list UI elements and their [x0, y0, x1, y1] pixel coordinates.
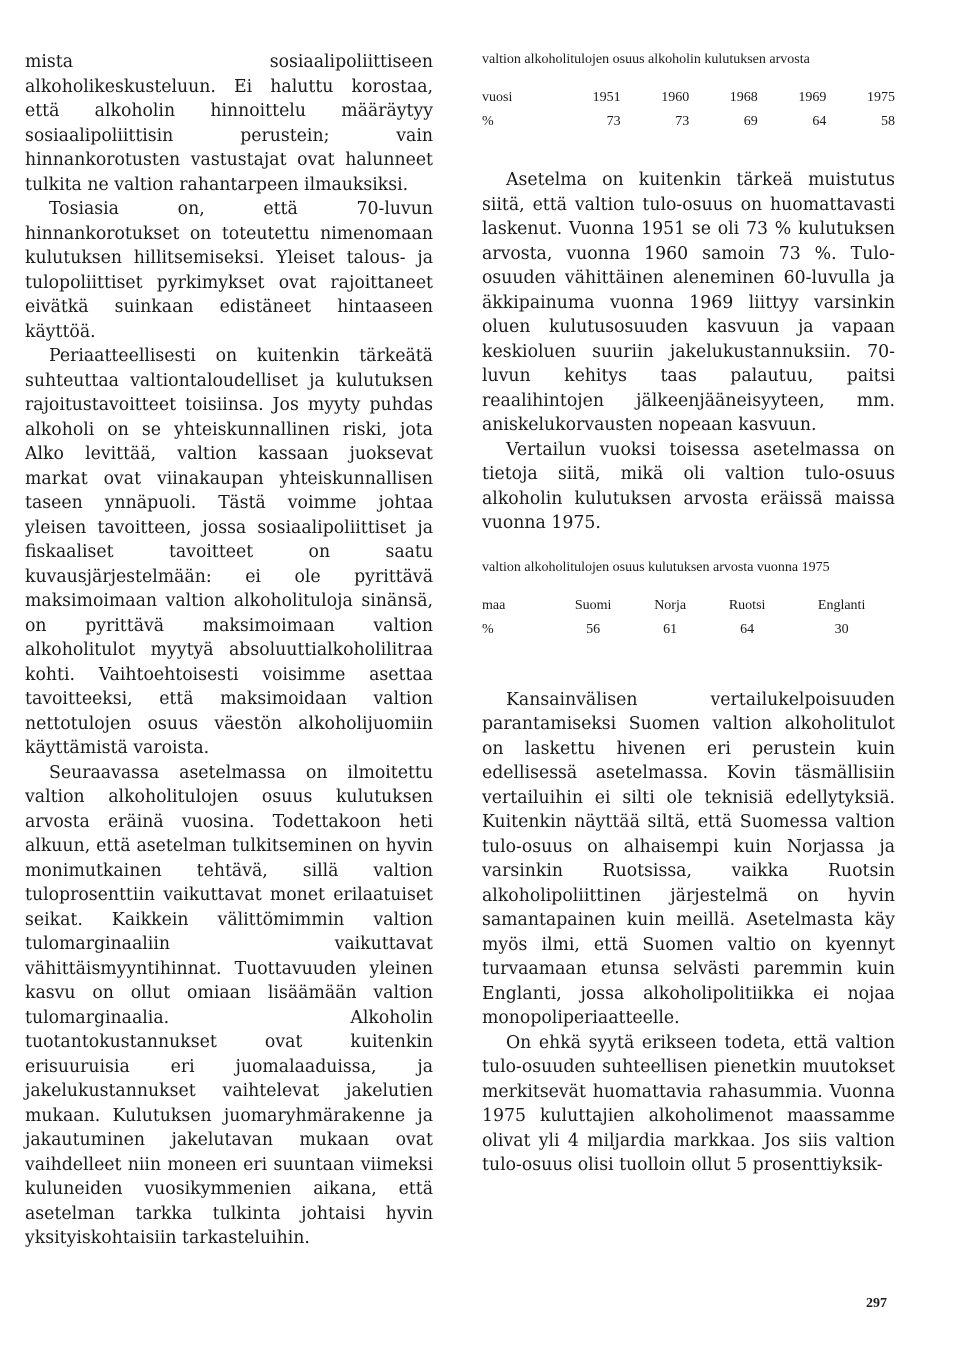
page-number: 297 [866, 1296, 887, 1311]
paragraph: Vertailun vuoksi toisessa asetelmassa on tietoja siitä, mikä oli valtion tulo-osuus alkoholin kulutuksen arvosta eräissä maissa vuonna 1975. [482, 439, 895, 533]
paragraph: mista sosiaalipoliittiseen alkoholikeskusteluun. Ei haluttu korostaa, että alkoholin hinnoittelu määräytyy sosiaalipoliittisin perustein; vain hinnankorotusten vastustajat ovat halunneet tulkita ne valtion rahantarpeen ilmauksiksi. [25, 52, 433, 195]
table-revenue-share-by-year [482, 50, 895, 134]
table-row [482, 618, 895, 642]
paragraph: On ehkä syytä erikseen todeta, että valtion tulo-osuuden suhteellisen pienetkin muutokset merkitsevät huomattavia rahasummia. Vuonna 1975 kuluttajien alkoholimenot maassamme olivat yli 4 miljardia markkaa. Jos siis valtion tulo-osuus olisi tuolloin ollut 5 prosenttiyksik- [482, 1032, 895, 1175]
left-column [25, 50, 433, 1251]
table-cell: 30 [834, 621, 849, 637]
table-cell: 69 [743, 114, 758, 129]
table-cell: Norja [654, 597, 687, 613]
right-column [482, 50, 895, 1178]
row-label: % [482, 621, 494, 637]
table-row [482, 86, 895, 110]
row-label: % [482, 114, 494, 129]
paragraph: Asetelma on kuitenkin tärkeä muistutus siitä, että valtion tulo-osuus on huomattavasti laskenut. Vuonna 1951 se oli 73 % kulutuksen arvosta, vuonna 1960 samoin 73 %. Tulo-osuuden vähittäinen aleneminen 60-luvulla ja äkkipainuma vuonna 1969 liittyy varsinkin oluen kulutusosuuden kasvuun ja vapaan keskioluen suuriin jakelukustannuksiin. 70-luvun kehitys taas palautuu, paitsi reaalihintojen jälkeenjääneisyyteen, mm. aniskelukorvausten nopeaan kasvuun. [482, 170, 895, 435]
paragraph: Periaatteellisesti on kuitenkin tärkeätä suhteuttaa valtiontaloudelliset ja kulutuksen rajoitustavoitteet toisiinsa. Jos myyty puhdas alkoholi on se yhteiskunnallinen riski, jota Alko levittää, valtion kassaan juoksevat markat ovat viinakaupan yhteiskunnallisen taseen ynnäpuoli. Tästä voimme johtaa yleisen tavoitteen, jossa sosiaalipoliittiset ja fiskaaliset tavoitteet on saatu kuvausjärjestelmään: ei ole pyrittävä maksimoimaan valtion alkoholituloja sinänsä, on pyrittävä maksimoimaan valtion alkoholitulot myytyä absoluuttialkoholilitraa kohti. Vaihtoehtoisesti voisimme asettaa tavoitteeksi, että maksimoidaan valtion nettotulojen osuus väestön alkoholijuomiin käyttämistä varoista. [25, 346, 433, 758]
table-revenue-share-by-country [482, 558, 895, 642]
table-cell: 73 [606, 114, 621, 129]
table-cell: 61 [663, 621, 678, 637]
table-row [482, 110, 895, 134]
row-label: maa [482, 597, 506, 613]
table-caption: valtion alkoholitulojen osuus kulutuksen arvosta vuonna 1975 [482, 559, 830, 575]
table-row [482, 594, 895, 618]
paragraph: Kansainvälisen vertailukelpoisuuden parantamiseksi Suomen valtion alkoholitulot on laskettu hivenen eri perustein kuin edellisessä asetelmassa. Kovin täsmällisiin vertailuihin ei silti ole teknisiä edellytyksiä. Kuitenkin näyttää siltä, että Suomessa valtion tulo-osuus on alhaisempi kuin Norjassa ja varsinkin Ruotsissa, vaikka Ruotsin alkoholipoliittinen järjestelmä on hyvin samantapainen kuin meillä. Asetelmasta käy myös ilmi, että Suomen valtio on kyennyt turvaamaan etunsa selvästi paremmin kuin Englanti, jossa alkoholipolitiikka ei nojaa monopoliperiaatteelle. [482, 689, 895, 1028]
row-label: vuosi [482, 90, 513, 105]
table-cell: 73 [675, 114, 690, 129]
table-cell: 64 [812, 114, 827, 129]
table-cell: 56 [586, 621, 601, 637]
table-cell: 1968 [729, 90, 758, 105]
data-table [482, 86, 895, 134]
table-cell: 58 [881, 114, 895, 129]
table-caption: valtion alkoholitulojen osuus alkoholin kulutuksen arvosta [482, 52, 810, 67]
table-cell: 1951 [592, 90, 621, 105]
table-cell: 1975 [867, 90, 895, 105]
table-cell: Ruotsi [728, 597, 766, 613]
table-cell: Suomi [574, 597, 612, 613]
table-cell: Englanti [817, 597, 866, 613]
table-cell: 64 [740, 621, 755, 637]
table-cell: 1969 [798, 90, 827, 105]
paragraph: Tosiasia on, että 70-luvun hinnankorotukset on toteutettu nimenomaan kulutuksen hillitsemiseksi. Yleiset talous- ja tulopoliittiset pyrkimykset ovat rajoittaneet eivätkä suinkaan edistäneet hintaaseen käyttöä. [25, 199, 433, 342]
table-cell: 1960 [661, 90, 690, 105]
data-table [482, 594, 895, 642]
paragraph: Seuraavassa asetelmassa on ilmoitettu valtion alkoholitulojen osuus kulutuksen arvosta eräinä vuosina. Todettakoon heti alkuun, että asetelman tulkitseminen on hyvin monimutkainen tehtävä, sillä valtion tuloprosenttiin vaikuttavat monet erilaatuiset seikat. Kaikkein välittömimmin valtion tulomarginaaliin vaikuttavat vähittäismyyntihinnat. Tuottavuuden yleinen kasvu on ollut omiaan lisäämään valtion tulomarginaalia. Alkoholin tuotantokustannukset ovat kuitenkin erisuuruisia eri juomalaaduissa, ja jakelukustannukset vaihtelevat jakelutien mukaan. Kulutuksen juomaryhmärakenne ja jakautuminen jakelutavan mukaan ovat vaihdelleet niin moneen eri suuntaan viimeksi kuluneiden vuosikymmenien aikana, että asetelman tarkka tulkinta johtaisi hyvin yksityiskohtaisiin tarkasteluihin. [25, 762, 433, 1248]
